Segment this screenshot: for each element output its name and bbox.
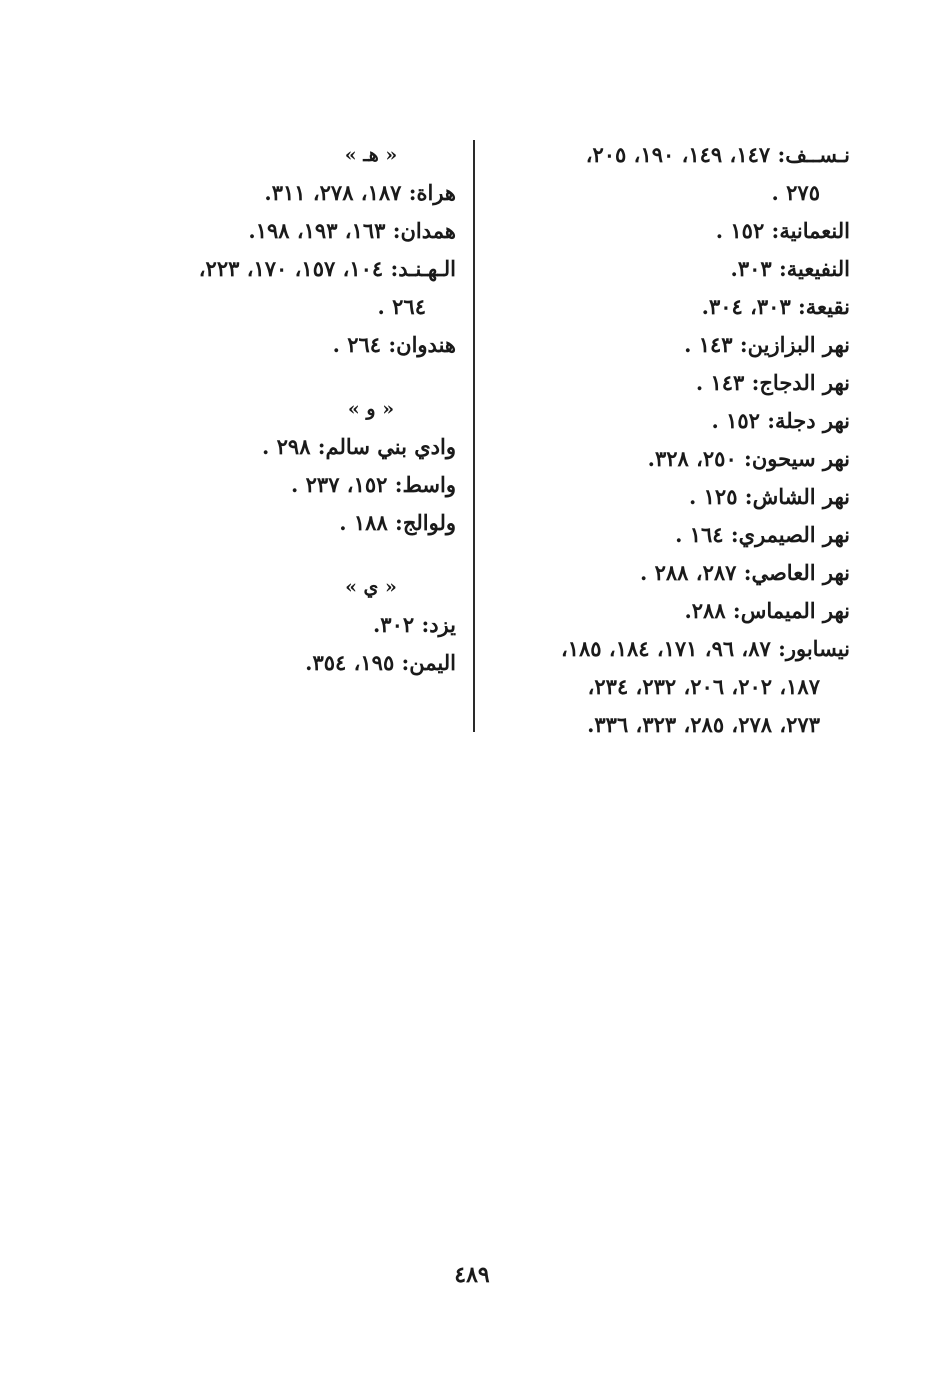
index-entry: ولوالج: ١٨٨ . — [339, 510, 456, 535]
index-entry: نقيعة: ٣٠٣، ٣٠٤. — [701, 294, 850, 319]
index-entry-continuation: ٢٦٤ . — [377, 294, 426, 319]
index-entry: وادي بني سالم: ٢٩٨ . — [262, 434, 456, 459]
index-entry: النفيعية: ٣٠٣. — [730, 256, 850, 281]
page-number: ٤٨٩ — [454, 1262, 490, 1288]
section-heading-ha: « هـ » — [344, 144, 398, 166]
index-entry-nishapur: نيسابور: ٨٧، ٩٦، ١٧١، ١٨٤، ١٨٥، — [560, 636, 850, 661]
index-entry: الـهـنـد: ١٠٤، ١٥٧، ١٧٠، ٢٢٣، — [198, 256, 456, 281]
index-entry: نهر العاصي: ٢٨٧، ٢٨٨ . — [640, 560, 850, 585]
section-gap — [86, 364, 456, 390]
index-entry: نهر الشاش: ١٢٥ . — [689, 484, 850, 509]
index-entry: يزد: ٣٠٢. — [372, 612, 456, 637]
index-entry: هندوان: ٢٦٤ . — [332, 332, 456, 357]
index-entry: نهر الميماس: ٢٨٨. — [684, 598, 850, 623]
index-entry: اليمن: ١٩٥، ٣٥٤. — [305, 650, 456, 675]
section-gap — [86, 542, 456, 568]
index-entry: نهر دجلة: ١٥٢ . — [711, 408, 850, 433]
section-heading-ya: « ي » — [345, 576, 397, 598]
index-entry: هراة: ١٨٧، ٢٧٨، ٣١١. — [264, 180, 456, 205]
index-entry-nasaf: نـســف: ١٤٧، ١٤٩، ١٩٠، ٢٠٥، — [585, 142, 850, 167]
index-entry: نهر الدجاج: ١٤٣ . — [695, 370, 850, 395]
section-heading-waw: « و » — [347, 398, 395, 420]
index-entry-continuation: ٢٧٥ . — [771, 180, 820, 205]
index-entry: همدان: ١٦٣، ١٩٣، ١٩٨. — [248, 218, 456, 243]
index-entry: واسط: ١٥٢، ٢٣٧ . — [291, 472, 456, 497]
index-entry: نهر الصيمري: ١٦٤ . — [675, 522, 850, 547]
index-column-left — [86, 136, 456, 682]
index-entry-continuation: ١٨٧، ٢٠٢، ٢٠٦، ٢٣٢، ٢٣٤، — [587, 674, 820, 699]
index-column-right — [480, 136, 850, 744]
index-entry: نهر سيحون: ٢٥٠، ٣٢٨. — [647, 446, 850, 471]
column-divider — [473, 140, 475, 732]
index-entry: نهر البزازين: ١٤٣ . — [684, 332, 850, 357]
index-entry: النعمانية: ١٥٢ . — [715, 218, 850, 243]
index-entry-continuation: ٢٧٣، ٢٧٨، ٢٨٥، ٣٢٣، ٣٣٦. — [587, 712, 820, 737]
